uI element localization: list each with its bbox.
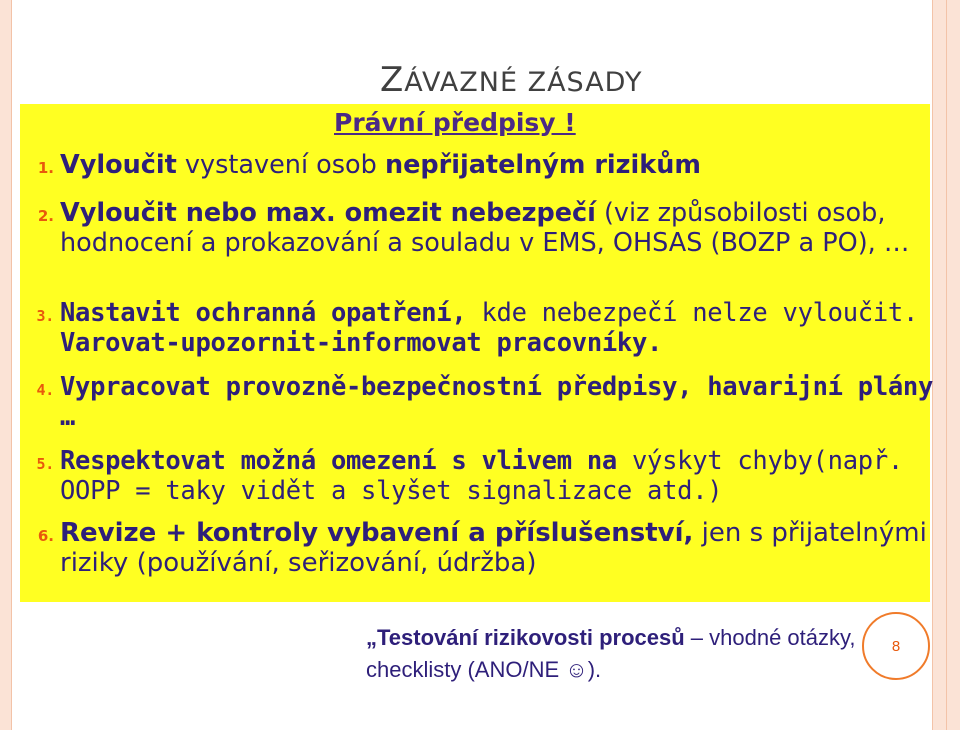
title-rest: ÁVAZNÉ ZÁSADY [404, 67, 643, 98]
text-regular: výskyt chyby(např. OOPP = taky vidět a slyšet signalizace atd.) [60, 446, 903, 506]
footer-bold: „Testování rizikovosti procesů [366, 625, 685, 650]
text-bold: Vyloučit nebo max. omezit nebezpečí [60, 198, 596, 228]
text-regular: vystavení osob [176, 150, 385, 180]
list-number: 2. [37, 207, 54, 225]
text-bold: Vypracovat provozně-bezpečnostní předpisy, havarijní plány … [60, 372, 934, 432]
text-regular: jen s přijatelnými riziky (používání, seřizování, údržba) [60, 518, 927, 578]
text-bold: Respektovat možná omezení s vlivem na [60, 446, 617, 476]
text-bold: Nastavit ochranná opatření, [60, 298, 467, 328]
list-number: 5. [36, 455, 54, 473]
page-number: 8 [891, 637, 901, 655]
left-frame-strip [0, 0, 12, 730]
list-number: 3. [36, 307, 54, 325]
list-item-text [60, 372, 940, 432]
list-item-text [60, 150, 940, 180]
right-frame-line [946, 0, 947, 730]
list-item-text [60, 198, 940, 258]
text-bold: nepřijatelným rizikům [384, 150, 701, 180]
text-regular: kde nebezpečí nelze vyloučit. [466, 298, 918, 328]
list-item-text [60, 298, 940, 358]
list-item-text [60, 446, 940, 506]
list-number: 6. [37, 527, 54, 545]
page-number-badge [862, 612, 930, 680]
text-regular: (viz způsobilosti osob, hodnocení a prokazování a souladu v EMS, OHSAS (BOZP a PO), … [60, 198, 910, 258]
list-item-text [60, 518, 940, 578]
slide-subtitle: Právní předpisy ! [334, 108, 576, 137]
text-bold: Vyloučit [60, 150, 177, 180]
title-initial: Z [380, 60, 405, 100]
footer-rest: – vhodné otázky, checklisty (ANO/NE ☺). [366, 625, 856, 682]
list-number: 1. [37, 159, 54, 177]
slide-title [380, 60, 642, 100]
text-bold: Varovat-upozornit-informovat pracovníky. [60, 328, 663, 358]
footer-note [366, 622, 866, 686]
list-number: 4. [36, 381, 54, 399]
text-bold: Revize + kontroly vybavení a příslušenství, [60, 518, 694, 548]
